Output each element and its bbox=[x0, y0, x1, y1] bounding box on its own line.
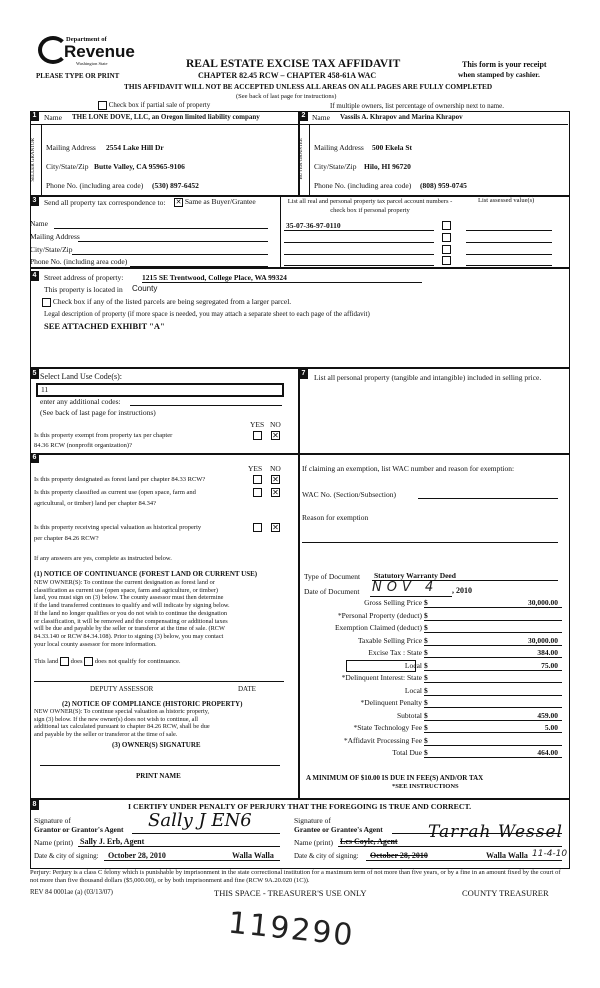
tax-row-value[interactable]: 30,000.00 bbox=[528, 635, 558, 645]
does-not-label: does not qualify for continuance. bbox=[94, 657, 181, 665]
notice-line: NEW OWNER(S): To continue special valuation as historic property, bbox=[34, 708, 210, 715]
tax-row-currency: $ bbox=[424, 723, 428, 732]
notice-line: will be due and payable by the seller or transferor at the time of sale. (RCW bbox=[34, 625, 225, 633]
street-address-label: Street address of property: bbox=[44, 273, 124, 282]
print-name-label: PRINT NAME bbox=[136, 772, 181, 780]
minimum-due-note: A MINIMUM OF $10.00 IS DUE IN FEE(S) AND/OR TAX bbox=[306, 774, 484, 782]
please-type: PLEASE TYPE OR PRINT bbox=[36, 72, 120, 80]
this-land-label: This land bbox=[34, 657, 59, 665]
tax-row-currency: $ bbox=[424, 710, 428, 720]
notice-compliance-text bbox=[34, 708, 296, 739]
tax-row-currency: $ bbox=[424, 673, 428, 682]
date-of-document-year: , 2010 bbox=[452, 586, 472, 595]
tax-row-label: Gross Selling Price bbox=[364, 598, 422, 607]
buyer-side-label: BUYER GRANTEE bbox=[299, 138, 304, 180]
grantee-date-handwritten[interactable]: 11-4-10 bbox=[532, 849, 568, 859]
notice-line: classification as current use (open space, farm and agriculture, or timber) bbox=[34, 586, 218, 594]
does-checkbox[interactable] bbox=[60, 657, 69, 666]
form-chapter: CHAPTER 82.45 RCW – CHAPTER 458-61A WAC bbox=[198, 71, 377, 80]
buyer-phone[interactable]: (808) 959-0745 bbox=[420, 181, 467, 190]
forest-no-checkbox[interactable]: ✕ bbox=[272, 475, 279, 484]
grantor-city[interactable]: Walla Walla bbox=[232, 851, 274, 860]
grantor-name-label: Name (print) bbox=[34, 838, 73, 847]
parcel-1-personal-checkbox[interactable] bbox=[442, 221, 451, 230]
tax-row-currency: $ bbox=[424, 735, 428, 745]
seller-mailing[interactable]: 2554 Lake Hill Dr bbox=[106, 143, 164, 152]
tax-row-currency: $ bbox=[424, 598, 428, 607]
wac-label: WAC No. (Section/Subsection) bbox=[302, 490, 396, 499]
logo-name: Revenue bbox=[64, 42, 135, 61]
partial-sale-label: Check box if partial sale of property bbox=[108, 101, 211, 110]
street-address[interactable]: 1215 SE Trentwood, College Place, WA 99324 bbox=[142, 273, 287, 282]
tax-row-value[interactable]: 384.00 bbox=[537, 648, 558, 657]
tax-row bbox=[300, 623, 562, 636]
multiple-owners-note: If multiple owners, list percentage of ownership next to name. bbox=[330, 102, 504, 110]
notice-line: NEW OWNER(S): To continue the current designation as forest land or bbox=[34, 579, 215, 586]
tax-row-value[interactable]: 30,000.00 bbox=[528, 598, 558, 607]
qualify-row bbox=[34, 657, 181, 666]
correspondence-mailing-label: Mailing Address bbox=[30, 232, 80, 241]
seller-side-label: SELLER GRANTOR bbox=[31, 138, 36, 182]
treasurer-space-label: THIS SPACE - TREASURER'S USE ONLY bbox=[214, 888, 367, 898]
s6-yes-header: YES bbox=[248, 464, 263, 473]
grantor-date-city-label: Date & city of signing: bbox=[34, 852, 99, 860]
grantee-date-struck[interactable]: October 28, 2010 bbox=[370, 851, 428, 860]
section-3-number: 3 bbox=[30, 196, 39, 206]
same-as-buyer-row[interactable] bbox=[174, 197, 256, 207]
segregated-label: Check box if any of the listed parcels are being segregated from a larger parcel. bbox=[52, 297, 292, 306]
tax-row-label: Total Due bbox=[392, 748, 422, 757]
tax-row-currency: $ bbox=[424, 610, 428, 620]
grantor-sig-label-2: Grantor or Grantor's Agent bbox=[34, 825, 124, 834]
s5-no-header: NO bbox=[270, 420, 281, 429]
notice-line: 84.33.140 or RCW 84.34.108). Prior to signing (3) below, you may contact bbox=[34, 632, 224, 640]
logo-state: Washington State bbox=[76, 61, 108, 66]
legal-description-label: Legal description of property (if more space is needed, you may attach a separate sheet to each page of the affidavit) bbox=[44, 310, 370, 318]
tax-row bbox=[300, 648, 562, 661]
form-warning: THIS AFFIDAVIT WILL NOT BE ACCEPTED UNLESS ALL AREAS ON ALL PAGES ARE FULLY COMPLETED bbox=[124, 82, 493, 91]
seller-mailing-label: Mailing Address bbox=[46, 143, 96, 152]
tax-row bbox=[300, 736, 562, 749]
tax-rows bbox=[300, 598, 562, 761]
same-as-buyer-label: Same as Buyer/Grantee bbox=[184, 197, 256, 206]
tax-row-value[interactable]: 464.00 bbox=[537, 748, 558, 757]
notice-line: or classification, it will be removed and the compensating or additional taxes bbox=[34, 617, 228, 625]
handwritten-number: 119290 bbox=[226, 905, 357, 954]
logo-dept: Department of bbox=[66, 36, 107, 43]
county-treasurer-label: COUNTY TREASURER bbox=[462, 888, 549, 898]
seller-name[interactable]: THE LONE DOVE, LLC, an Oregon limited liability company bbox=[72, 113, 260, 121]
current-use-yes-checkbox[interactable] bbox=[253, 488, 262, 497]
land-use-input[interactable] bbox=[36, 383, 284, 397]
parcel-3-personal-checkbox[interactable] bbox=[442, 245, 451, 254]
exempt-no-checkbox[interactable]: ✕ bbox=[272, 431, 279, 440]
buyer-name[interactable]: Vassils A. Khrapov and Marina Khrapov bbox=[340, 113, 463, 121]
perjury-notice bbox=[30, 869, 570, 885]
date-of-document-handwritten[interactable]: NOV 4 bbox=[372, 580, 439, 595]
exemption-label: If claiming an exemption, list WAC number and reason for exemption: bbox=[302, 464, 515, 473]
tax-row-label: Local bbox=[404, 685, 422, 695]
parcel-number-1[interactable]: 35-07-36-97-0110 bbox=[286, 221, 341, 230]
correspondence-name-label: Name bbox=[30, 219, 48, 228]
located-in-county[interactable]: County bbox=[132, 284, 158, 293]
tax-row bbox=[300, 711, 562, 724]
section-5-number: 5 bbox=[30, 369, 39, 379]
seller-phone[interactable]: (530) 897-6452 bbox=[152, 181, 199, 190]
buyer-name-label: Name bbox=[312, 113, 330, 122]
section-1-number: 1 bbox=[30, 111, 39, 121]
parcel-2-personal-checkbox[interactable] bbox=[442, 233, 451, 242]
date-of-document-label: Date of Document bbox=[304, 587, 360, 596]
notice-continuance-title: (1) NOTICE OF CONTINUANCE (FOREST LAND OR CURRENT USE) bbox=[34, 570, 258, 578]
grantee-sig-label-1: Signature of bbox=[294, 816, 331, 825]
parcel-4-personal-checkbox[interactable] bbox=[442, 256, 451, 265]
notice-line: your local county assessor for more information. bbox=[34, 640, 157, 648]
assessed-header: List assessed value(s) bbox=[478, 197, 535, 204]
tax-row bbox=[300, 611, 562, 624]
receipt-note-2: when stamped by cashier. bbox=[458, 70, 540, 79]
tax-row-currency: $ bbox=[424, 635, 428, 645]
tax-row bbox=[300, 698, 562, 711]
notice-compliance-title: (2) NOTICE OF COMPLIANCE (HISTORIC PROPERTY) bbox=[62, 700, 243, 708]
current-use-no-checkbox[interactable]: ✕ bbox=[272, 488, 279, 497]
section-2-number: 2 bbox=[299, 111, 308, 121]
same-as-buyer-checkbox[interactable]: ✕ bbox=[175, 197, 182, 206]
deputy-assessor-label: DEPUTY ASSESSOR bbox=[90, 685, 154, 693]
tax-row-value[interactable]: 459.00 bbox=[537, 710, 558, 720]
land-use-see-back: (See back of last page for instructions) bbox=[40, 408, 156, 417]
correspondence-city-label: City/State/Zip bbox=[30, 245, 73, 254]
land-use-value: 11 bbox=[41, 385, 49, 394]
forest-land-question: Is this property designated as forest land per chapter 84.33 RCW? bbox=[34, 476, 206, 483]
owners-signature-label: (3) OWNER(S) SIGNATURE bbox=[112, 741, 201, 749]
additional-codes-label: enter any additional codes: bbox=[40, 397, 121, 406]
if-yes-note: If any answers are yes, complete as instructed below. bbox=[34, 555, 172, 562]
seller-phone-label: Phone No. (including area code) bbox=[46, 181, 144, 190]
grantee-name[interactable]: Les Coyle, Agent bbox=[340, 837, 398, 846]
type-of-document[interactable]: Statutory Warranty Deed bbox=[374, 571, 456, 580]
grantee-city[interactable]: Walla Walla bbox=[486, 851, 528, 860]
seller-city[interactable]: Butte Valley, CA 95965-9106 bbox=[94, 162, 185, 171]
reason-label: Reason for exemption bbox=[302, 513, 369, 522]
notice-line: If the land no longer qualifies or you do not wish to continue the designation bbox=[34, 609, 228, 617]
grantor-name[interactable]: Sally J. Erb, Agent bbox=[80, 837, 145, 846]
tax-row-value[interactable]: 75.00 bbox=[541, 660, 558, 670]
send-correspondence-label: Send all property tax correspondence to: bbox=[44, 198, 166, 207]
current-use-question-2: agricultural, or timber) land per chapter 84.34? bbox=[34, 500, 157, 507]
tax-row-currency: $ bbox=[424, 748, 428, 757]
partial-sale-row[interactable] bbox=[98, 101, 210, 110]
seller-name-label: Name bbox=[44, 113, 62, 122]
grantor-signature[interactable]: Sally J EN6 bbox=[148, 810, 252, 831]
historic-question-2: per chapter 84.26 RCW? bbox=[34, 535, 99, 542]
buyer-city-label: City/State/Zip bbox=[314, 162, 357, 171]
does-not-checkbox[interactable] bbox=[84, 657, 93, 666]
form-number: REV 84 0001ae (a) (03/13/07) bbox=[30, 889, 113, 896]
grantor-sig-label-1: Signature of bbox=[34, 816, 71, 825]
receipt-note-1: This form is your receipt bbox=[462, 60, 547, 69]
notice-line: land, you must sign on (3) below. The county assessor must then determine bbox=[34, 594, 224, 602]
section-8-number: 8 bbox=[30, 800, 39, 810]
land-use-label: Select Land Use Code(s): bbox=[40, 372, 122, 381]
section-4-number: 4 bbox=[30, 271, 39, 281]
s6-no-header: NO bbox=[270, 464, 281, 473]
deputy-date-label: DATE bbox=[238, 685, 256, 693]
seller-city-label: City/State/Zip bbox=[46, 162, 89, 171]
tax-row-currency: $ bbox=[424, 698, 428, 707]
certify-statement: I CERTIFY UNDER PENALTY OF PERJURY THAT THE FOREGOING IS TRUE AND CORRECT. bbox=[128, 802, 472, 811]
buyer-phone-label: Phone No. (including area code) bbox=[314, 181, 412, 190]
does-label: does bbox=[70, 657, 83, 665]
notice-continuance-text bbox=[34, 579, 296, 648]
partial-sale-checkbox[interactable] bbox=[98, 101, 107, 110]
tax-row-label: *Affidavit Processing Fee bbox=[343, 735, 422, 745]
tax-row-label: Local bbox=[404, 660, 422, 670]
notice-line: additional tax calculated pursuant to chapter 84.26 RCW, shall be due bbox=[34, 723, 210, 731]
grantee-name-label: Name (print) bbox=[294, 838, 333, 847]
legal-exhibit[interactable]: SEE ATTACHED EXHIBIT "A" bbox=[44, 321, 165, 331]
segregated-checkbox[interactable] bbox=[42, 298, 51, 307]
tax-row bbox=[300, 748, 562, 761]
tax-row-value[interactable]: 5.00 bbox=[544, 723, 558, 732]
notice-line: sign (3) below. If the new owner(s) does not wish to continue, all bbox=[34, 715, 198, 723]
historic-yes-checkbox[interactable] bbox=[253, 523, 262, 532]
notice-line: and payable by the seller or transferor at the time of sale. bbox=[34, 731, 178, 739]
type-of-document-label: Type of Document bbox=[304, 572, 361, 581]
segregated-row[interactable] bbox=[42, 297, 291, 307]
tax-row-label: *State Technology Fee bbox=[353, 723, 422, 732]
tax-row-label: *Personal Property (deduct) bbox=[337, 610, 422, 620]
tax-row-label: *Delinquent Penalty bbox=[360, 698, 422, 707]
tax-row-label: Taxable Selling Price bbox=[357, 635, 422, 645]
grantee-date-city-label: Date & city of signing: bbox=[294, 852, 359, 860]
buyer-city[interactable]: Hilo, HI 96720 bbox=[364, 162, 411, 171]
tax-row-currency: $ bbox=[424, 648, 428, 657]
located-in-label: This property is located in bbox=[44, 285, 123, 294]
notice-line: if the land transferred continues to qualify and will indicate by signing below. bbox=[34, 602, 230, 610]
tax-row bbox=[300, 598, 562, 611]
personal-property-label: List all personal property (tangible and intangible) included in selling price. bbox=[314, 373, 542, 382]
tax-row-label: Subtotal bbox=[396, 710, 422, 720]
buyer-mailing-label: Mailing Address bbox=[314, 143, 364, 152]
correspondence-phone-label: Phone No. (including area code) bbox=[30, 257, 128, 266]
form-title: REAL ESTATE EXCISE TAX AFFIDAVIT bbox=[186, 58, 401, 70]
dor-logo bbox=[36, 34, 135, 70]
tax-row-currency: $ bbox=[424, 660, 428, 670]
tax-row-label: Exemption Claimed (deduct) bbox=[334, 623, 422, 632]
current-use-question-1: Is this property classified as current use (open space, farm and bbox=[34, 489, 196, 496]
exempt-yes-checkbox[interactable] bbox=[253, 431, 262, 440]
s5-yes-header: YES bbox=[250, 420, 265, 429]
see-instructions-note: *SEE INSTRUCTIONS bbox=[392, 783, 459, 790]
tax-row-currency: $ bbox=[424, 685, 428, 695]
buyer-mailing[interactable]: 500 Ekela St bbox=[372, 143, 413, 152]
grantee-sig-label-2: Grantee or Grantee's Agent bbox=[294, 825, 383, 834]
grantee-signature[interactable]: Tarrah Wessel bbox=[428, 822, 563, 842]
exempt-question-1: Is this property exempt from property tax per chapter bbox=[34, 432, 173, 439]
tax-row-currency: $ bbox=[424, 623, 428, 632]
section-7-number: 7 bbox=[299, 369, 308, 379]
perjury-text: Perjury: Perjury is a class C felony which is punishable by imprisonment in the state correctional institution for a maximum term of not more than five years, or by a fine in an amount fixed by the court of not more than five thousand dollars ($5,000.00), or by both imprisonment and fine (RCW 9A.20.020 (1C)). bbox=[30, 869, 561, 884]
historic-no-checkbox[interactable]: ✕ bbox=[272, 523, 279, 532]
forest-yes-checkbox[interactable] bbox=[253, 475, 262, 484]
see-back-note: (See back of last page for instructions) bbox=[236, 93, 337, 100]
exempt-question-2: 84.36 RCW (nonprofit organization)? bbox=[34, 442, 132, 449]
tax-row bbox=[300, 636, 562, 649]
parcel-header: List all real and personal property tax parcel account numbers - check box if personal property bbox=[287, 198, 453, 214]
tax-row bbox=[300, 673, 562, 686]
tax-row-label: Excise Tax : State bbox=[368, 648, 422, 657]
tax-row bbox=[300, 661, 562, 674]
historic-question-1: Is this property receiving special valuation as historical property bbox=[34, 524, 202, 531]
grantor-date[interactable]: October 28, 2010 bbox=[108, 851, 166, 860]
tax-row-label: *Delinquent Interest: State bbox=[341, 673, 422, 682]
tax-row bbox=[300, 723, 562, 736]
section-6-number: 6 bbox=[30, 453, 39, 463]
tax-row bbox=[300, 686, 562, 699]
